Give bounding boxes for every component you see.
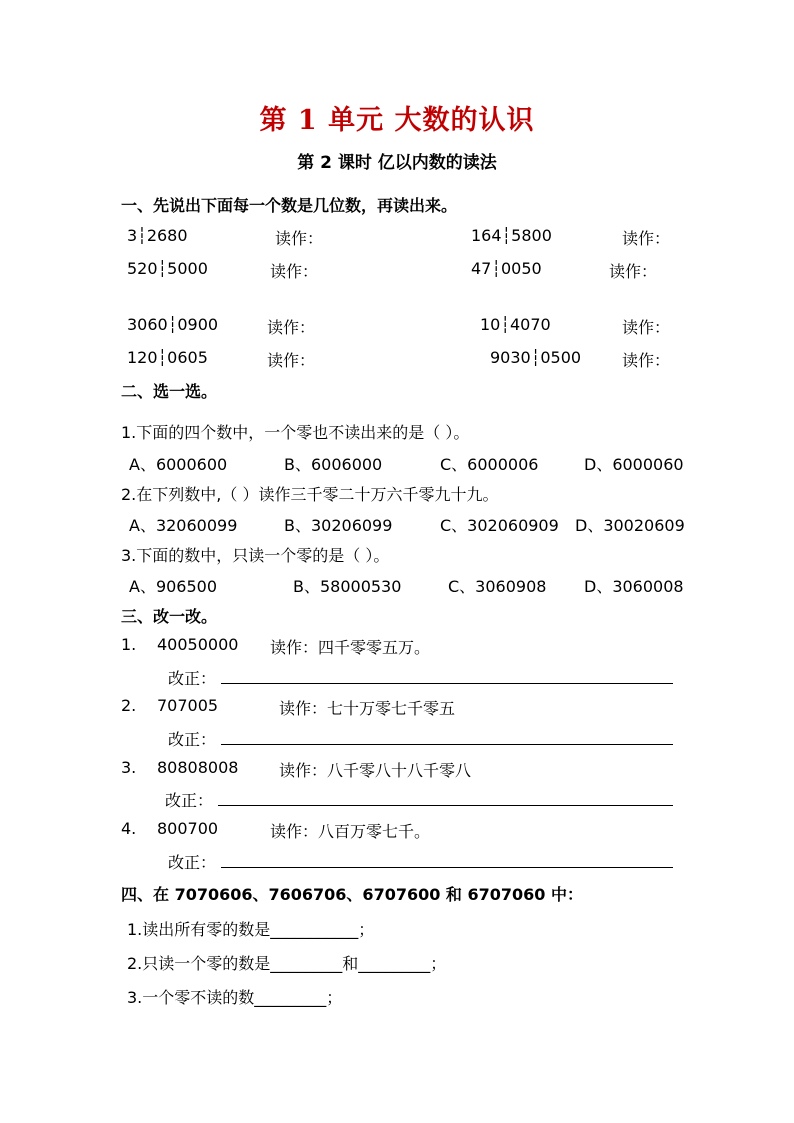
fix-4-answer-line[interactable] (221, 867, 673, 868)
q2-option-b: B、30206099 (284, 516, 393, 535)
q3-option-d: D、3060008 (584, 577, 684, 596)
page-title: 第 1 单元 大数的认识 (259, 105, 535, 136)
q3-option-b: B、58000530 (293, 577, 402, 596)
read-label-3: 读作： (270, 262, 319, 281)
fix-2-reading: 读作：七十万零七千零五 (279, 699, 456, 718)
read-label-6: 读作： (622, 318, 671, 337)
q2-option-d: D、30020609 (575, 516, 685, 535)
read-label-4: 读作： (609, 262, 658, 281)
q1-option-d: D、6000060 (584, 455, 684, 474)
fix-4-number: 4. (121, 819, 137, 838)
number-6: 10┆4070 (480, 315, 551, 334)
page-subtitle: 第 2 课时 亿以内数的读法 (297, 153, 497, 173)
q2-option-c: C、302060909 (440, 516, 559, 535)
fix-4-value: 800700 (157, 819, 219, 838)
q3-option-c: C、3060908 (448, 577, 547, 596)
question-1-stem: 1.下面的四个数中，一个零也不读出来的是（ ）。 (121, 423, 470, 442)
fix-2-answer-line[interactable] (221, 744, 673, 745)
question-2-stem: 2.在下列数中,（ ）读作三千零二十万六千零九十九。 (121, 485, 499, 504)
read-label-7: 读作： (267, 351, 316, 370)
fix-4-reading: 读作：八百万零七千。 (270, 822, 431, 841)
fix-1-number: 1. (121, 635, 137, 654)
q1-option-c: C、6000006 (440, 455, 539, 474)
read-label-2: 读作： (622, 229, 671, 248)
q1-option-b: B、6006000 (284, 455, 383, 474)
number-3: 520┆5000 (127, 259, 208, 278)
number-1: 3┆2680 (127, 226, 188, 245)
fix-3-number: 3. (121, 758, 137, 777)
fix-1-answer-line[interactable] (221, 683, 673, 684)
number-7: 120┆0605 (127, 348, 208, 367)
section4-heading: 四、在 7070606、7606706、6707600 和 6707060 中： (121, 885, 584, 904)
section2-heading: 二、选一选。 (121, 382, 218, 401)
q2-option-a: A、32060099 (129, 516, 238, 535)
fix-3-reading: 读作：八千零八十八千零八 (279, 761, 472, 780)
section4-line-1: 1.读出所有零的数是___________； (127, 920, 375, 939)
read-label-5: 读作： (267, 318, 316, 337)
number-2: 164┆5800 (471, 226, 552, 245)
number-5: 3060┆0900 (127, 315, 219, 334)
number-8: 9030┆0500 (490, 348, 582, 367)
q1-option-a: A、6000600 (129, 455, 228, 474)
number-4: 47┆0050 (471, 259, 542, 278)
fix-1-value: 40050000 (157, 635, 239, 654)
read-label-1: 读作： (275, 229, 324, 248)
fix-4-correct-label: 改正： (168, 853, 217, 872)
section3-heading: 三、改一改。 (121, 607, 218, 626)
q3-option-a: A、906500 (129, 577, 218, 596)
section4-line-2: 2.只读一个零的数是_________和_________； (127, 954, 447, 973)
fix-2-value: 707005 (157, 696, 219, 715)
fix-3-correct-label: 改正： (165, 791, 214, 810)
fix-1-reading: 读作：四千零零五万。 (270, 638, 431, 657)
question-3-stem: 3.下面的数中，只读一个零的是（ ）。 (121, 546, 390, 565)
fix-3-answer-line[interactable] (218, 805, 673, 806)
section1-heading: 一、先说出下面每一个数是几位数，再读出来。 (121, 196, 458, 215)
section4-line-3: 3.一个零不读的数_________； (127, 988, 343, 1007)
read-label-8: 读作： (622, 351, 671, 370)
fix-2-correct-label: 改正： (168, 730, 217, 749)
fix-1-correct-label: 改正： (168, 669, 217, 688)
fix-3-value: 80808008 (157, 758, 239, 777)
fix-2-number: 2. (121, 696, 137, 715)
